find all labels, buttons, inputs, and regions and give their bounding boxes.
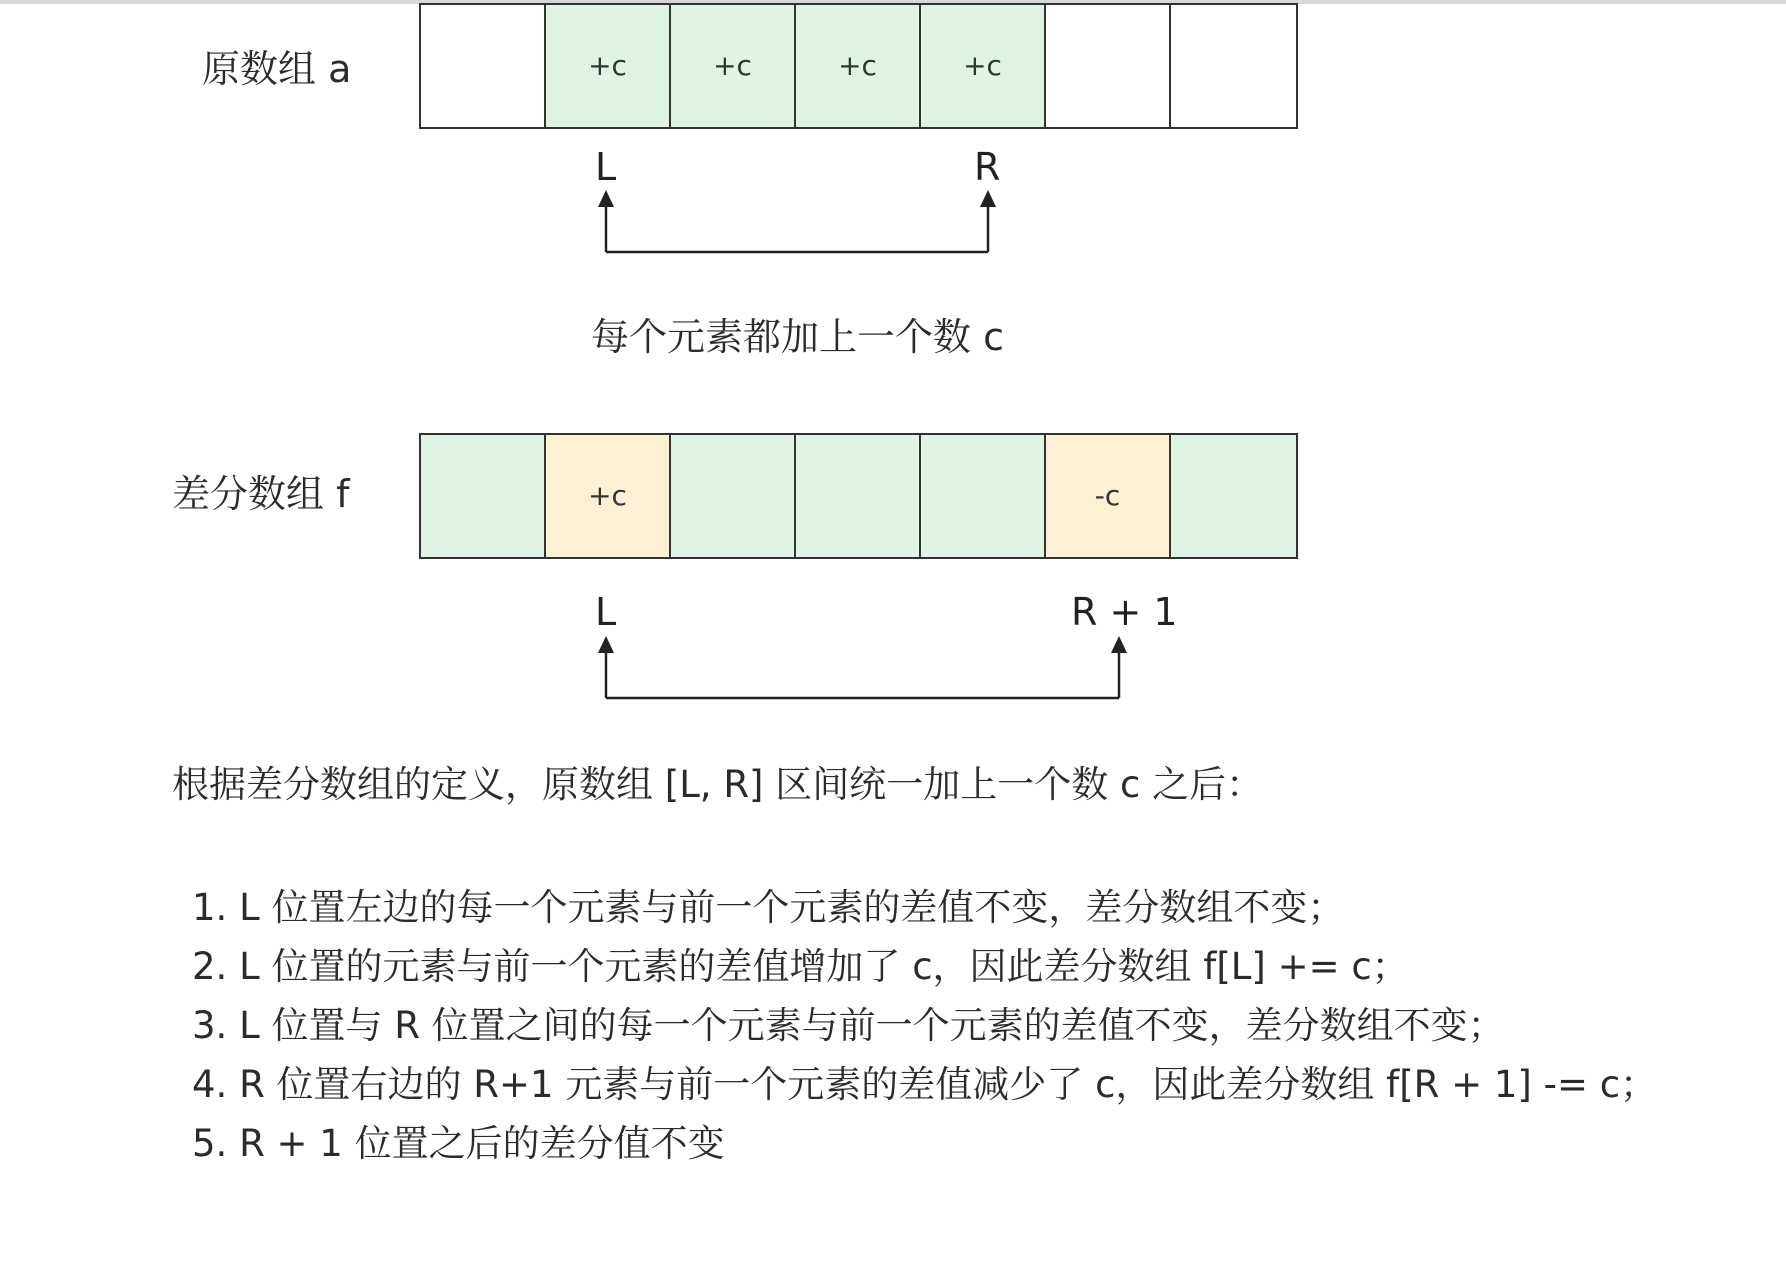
original-array-label: 原数组 a <box>202 47 352 91</box>
explanation-steps <box>192 878 1657 1173</box>
diff-array-cell-5: -c <box>1046 435 1171 557</box>
bottom-marker-r-plus-1: R + 1 <box>1071 590 1178 634</box>
original-array-cell-1: +c <box>546 5 671 127</box>
top-marker-r: R <box>974 145 1001 189</box>
bottom-marker-l: L <box>595 590 617 634</box>
step-item: 4. R 位置右边的 R+1 元素与前一个元素的差值减少了 c，因此差分数组 f[R + 1] -= c； <box>192 1063 1658 1106</box>
original-array-cell-4: +c <box>921 5 1046 127</box>
explanation-intro: 根据差分数组的定义，原数组 [L, R] 区间统一加上一个数 c 之后： <box>172 763 1264 806</box>
original-array-cell-2: +c <box>671 5 796 127</box>
diff-array-label: 差分数组 f <box>172 472 350 516</box>
original-array-cell-3: +c <box>796 5 921 127</box>
step-item: 5. R + 1 位置之后的差分值不变 <box>192 1122 725 1165</box>
step-item: 2. L 位置的元素与前一个元素的差值增加了 c，因此差分数组 f[L] += c； <box>192 945 1409 988</box>
diff-array-cell-1: +c <box>546 435 671 557</box>
step-item: 3. L 位置与 R 位置之间的每一个元素与前一个元素的差值不变，差分数组不变； <box>192 1004 1505 1047</box>
top-caption: 每个元素都加上一个数 c <box>591 315 1004 359</box>
step-item: 1. L 位置左边的每一个元素与前一个元素的差值不变，差分数组不变； <box>192 886 1345 929</box>
top-marker-l: L <box>595 145 617 189</box>
